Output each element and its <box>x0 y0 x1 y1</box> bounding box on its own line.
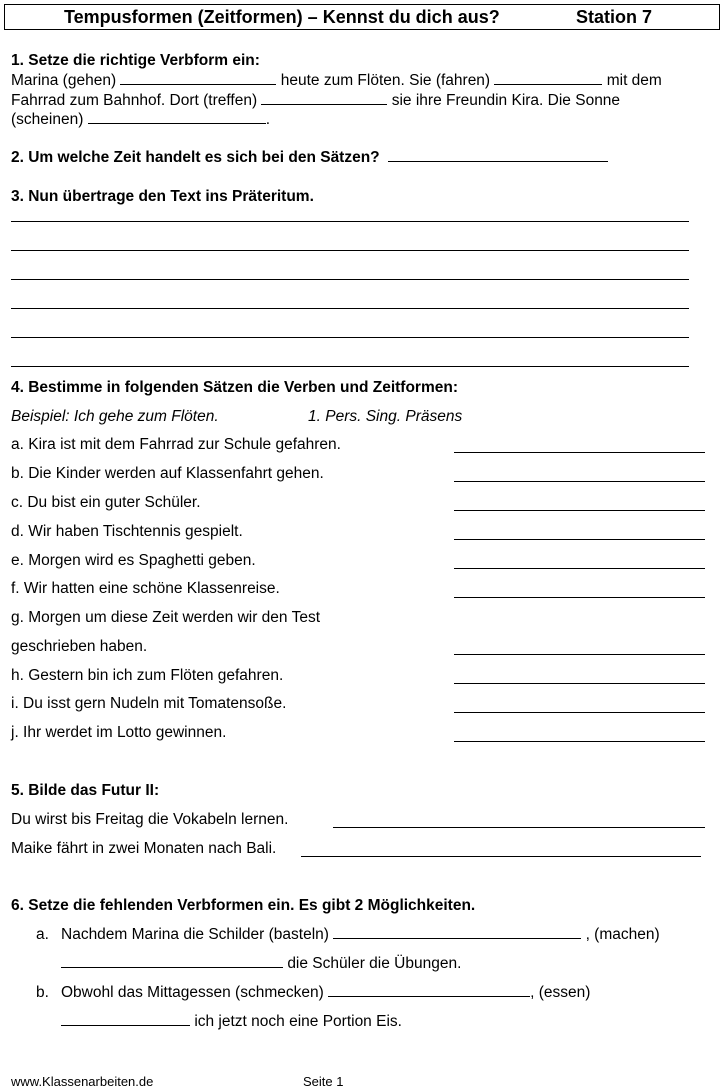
task1-text: Fahrrad zum Bahnhof. Dort (treffen) <box>11 92 258 109</box>
task1-text: . <box>265 111 270 128</box>
answer-blank[interactable] <box>454 452 705 453</box>
task1-text: Marina (gehen) <box>11 72 117 89</box>
task5-sentence: Maike fährt in zwei Monaten nach Bali. <box>11 840 277 857</box>
task4-item: b. Die Kinder werden auf Klassenfahrt gehen. <box>11 465 324 482</box>
answer-blank[interactable] <box>261 91 387 105</box>
example-sentence: Beispiel: Ich gehe zum Flöten. <box>11 408 219 425</box>
answer-blank[interactable] <box>301 856 701 857</box>
task1-text: heute zum Flöten. Sie (fahren) <box>280 72 491 89</box>
answer-blank[interactable] <box>454 654 705 655</box>
writing-line[interactable] <box>11 366 689 367</box>
answer-blank[interactable] <box>328 983 530 997</box>
task4-item: a. Kira ist mit dem Fahrrad zur Schule gefahren. <box>11 436 341 453</box>
writing-line[interactable] <box>11 337 689 338</box>
page-title: Tempusformen (Zeitformen) – Kennst du dich aus? <box>64 7 500 27</box>
task1-text: sie ihre Freundin Kira. Die Sonne <box>391 92 621 109</box>
task1-line2 <box>11 91 620 110</box>
answer-blank[interactable] <box>454 741 705 742</box>
task4-item: c. Du bist ein guter Schüler. <box>11 494 201 511</box>
task4-item: i. Du isst gern Nudeln mit Tomatensoße. <box>11 695 287 712</box>
task1-text: (scheinen) <box>11 111 84 128</box>
task6-a-label: a. <box>36 926 49 943</box>
task6-text: Nachdem Marina die Schilder (basteln) <box>61 926 329 943</box>
task6-b-line1 <box>61 983 590 1002</box>
task6-b-line2 <box>61 1012 402 1031</box>
task6-text: ich jetzt noch eine Portion Eis. <box>194 1013 402 1030</box>
task4-heading: 4. Bestimme in folgenden Sätzen die Verben und Zeitformen: <box>11 379 458 396</box>
footer-site: www.Klassenarbeiten.de <box>11 1074 154 1089</box>
writing-line[interactable] <box>11 308 689 309</box>
writing-line[interactable] <box>11 250 689 251</box>
task4-item: e. Morgen wird es Spaghetti geben. <box>11 552 256 569</box>
answer-blank[interactable] <box>120 71 276 85</box>
answer-blank[interactable] <box>333 925 581 939</box>
answer-blank[interactable] <box>454 683 705 684</box>
footer-page: Seite 1 <box>303 1074 344 1089</box>
answer-blank[interactable] <box>454 539 705 540</box>
example-answer: 1. Pers. Sing. Präsens <box>308 408 463 425</box>
writing-line[interactable] <box>11 221 689 222</box>
answer-blank[interactable] <box>88 110 266 124</box>
task4-item: geschrieben haben. <box>11 638 148 655</box>
answer-blank[interactable] <box>388 148 608 162</box>
task2-text: 2. Um welche Zeit handelt es sich bei den Sätzen? <box>11 149 380 166</box>
answer-blank[interactable] <box>333 827 705 828</box>
task6-heading: 6. Setze die fehlenden Verbformen ein. Es gibt 2 Möglichkeiten. <box>11 897 476 914</box>
task6-b-label: b. <box>36 984 49 1001</box>
task4-item: h. Gestern bin ich zum Flöten gefahren. <box>11 667 284 684</box>
task6-text: Obwohl das Mittagessen (schmecken) <box>61 984 324 1001</box>
answer-blank[interactable] <box>61 954 283 968</box>
task6-text: , (essen) <box>530 984 591 1001</box>
answer-blank[interactable] <box>454 510 705 511</box>
writing-line[interactable] <box>11 279 689 280</box>
task6-a-line1 <box>61 925 660 944</box>
task5-sentence: Du wirst bis Freitag die Vokabeln lernen. <box>11 811 289 828</box>
answer-blank[interactable] <box>454 597 705 598</box>
answer-blank[interactable] <box>454 712 705 713</box>
task1-heading: 1. Setze die richtige Verbform ein: <box>11 52 260 69</box>
task5-heading: 5. Bilde das Futur II: <box>11 782 160 799</box>
task6-text: , (machen) <box>585 926 660 943</box>
task4-item: d. Wir haben Tischtennis gespielt. <box>11 523 243 540</box>
task6-text: die Schüler die Übungen. <box>287 955 462 972</box>
task4-item: f. Wir hatten eine schöne Klassenreise. <box>11 580 280 597</box>
task3-heading: 3. Nun übertrage den Text ins Präteritum. <box>11 188 314 205</box>
answer-blank[interactable] <box>494 71 602 85</box>
answer-blank[interactable] <box>61 1012 190 1026</box>
task2-heading <box>11 148 608 167</box>
task4-item: j. Ihr werdet im Lotto gewinnen. <box>11 724 227 741</box>
task1-line3 <box>11 110 270 129</box>
answer-blank[interactable] <box>454 481 705 482</box>
task4-item: g. Morgen um diese Zeit werden wir den Test <box>11 609 321 626</box>
task6-a-line2 <box>61 954 461 973</box>
task1-text: mit dem <box>606 72 662 89</box>
task1-line1 <box>11 71 662 90</box>
answer-blank[interactable] <box>454 568 705 569</box>
station-label: Station 7 <box>576 7 653 27</box>
